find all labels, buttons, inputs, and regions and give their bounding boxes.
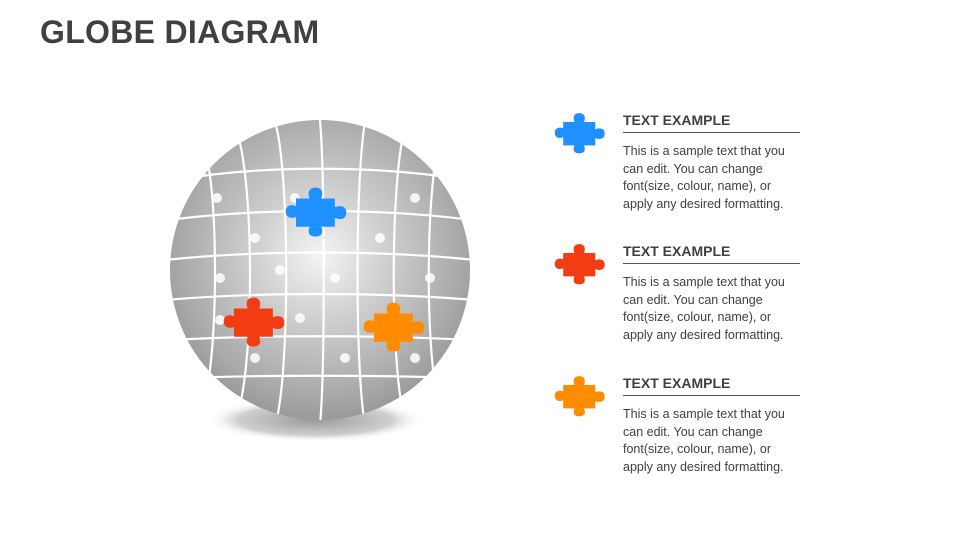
item-heading: TEXT EXAMPLE <box>623 112 800 133</box>
puzzle-piece-icon <box>550 243 616 287</box>
page-title: GLOBE DIAGRAM <box>40 14 320 50</box>
item-heading: TEXT EXAMPLE <box>623 375 800 396</box>
item-heading: TEXT EXAMPLE <box>623 243 800 264</box>
puzzle-piece-icon <box>550 112 616 156</box>
item-body: This is a sample text that you can edit. You can change font(size, colour, name), or apply any desired formatting. <box>623 407 785 474</box>
text-item-2 <box>548 243 808 353</box>
text-item-1 <box>548 112 808 222</box>
text-item-3 <box>548 375 808 485</box>
item-body: This is a sample text that you can edit. You can change font(size, colour, name), or apply any desired formatting. <box>623 144 785 211</box>
puzzle-globe <box>160 120 480 450</box>
item-body: This is a sample text that you can edit. You can change font(size, colour, name), or apply any desired formatting. <box>623 275 785 342</box>
puzzle-piece-icon <box>550 375 616 419</box>
